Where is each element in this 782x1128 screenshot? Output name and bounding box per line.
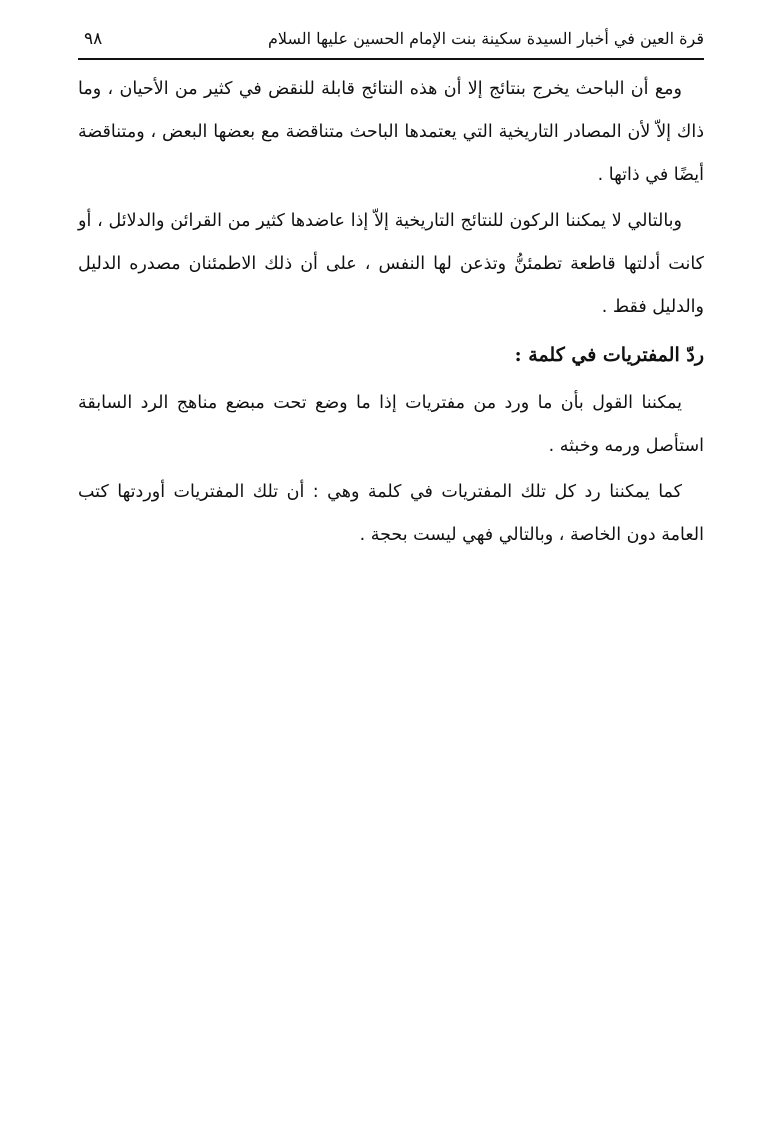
running-title: قرة العين في أخبار السيدة سكينة بنت الإمام الحسين عليها السلام [267,29,704,48]
book-page [78,20,704,1100]
page-number: ٩٨ [84,29,103,49]
paragraph-2: وبالتالي لا يمكننا الركون للنتائج التاريخية إلاّ إذا عاضدها كثير من القرائن والدلائل ، أو كانت أدلتها قاطعة تطمئنُّ وتذعن لها النفس ، على أن ذلك الاطمئنان مصدره الدليل والدليل فقط . [78,211,704,317]
paragraph-1: ومع أن الباحث يخرج بنتائج إلا أن هذه النتائج قابلة للنقض في كثير من الأحيان ، وما ذاك إلاّ لأن المصادر التاريخية التي يعتمدها الباحث متناقضة مع بعضها البعض ، ومتناقضة أيضًا في ذاتها . [78,79,704,185]
paragraph-3: يمكننا القول بأن ما ورد من مفتريات إذا ما وضع تحت مبضع مناهج الرد السابقة استأصل ورمه وخبثه . [78,393,704,456]
running-header [78,20,704,60]
page-body [78,68,704,557]
paragraph-4: كما يمكننا رد كل تلك المفتريات في كلمة وهي : أن تلك المفتريات أوردتها كتب العامة دون الخاصة ، وبالتالي فهي ليست بحجة . [78,482,704,545]
section-heading: ردّ المفتريات في كلمة : [514,344,704,366]
